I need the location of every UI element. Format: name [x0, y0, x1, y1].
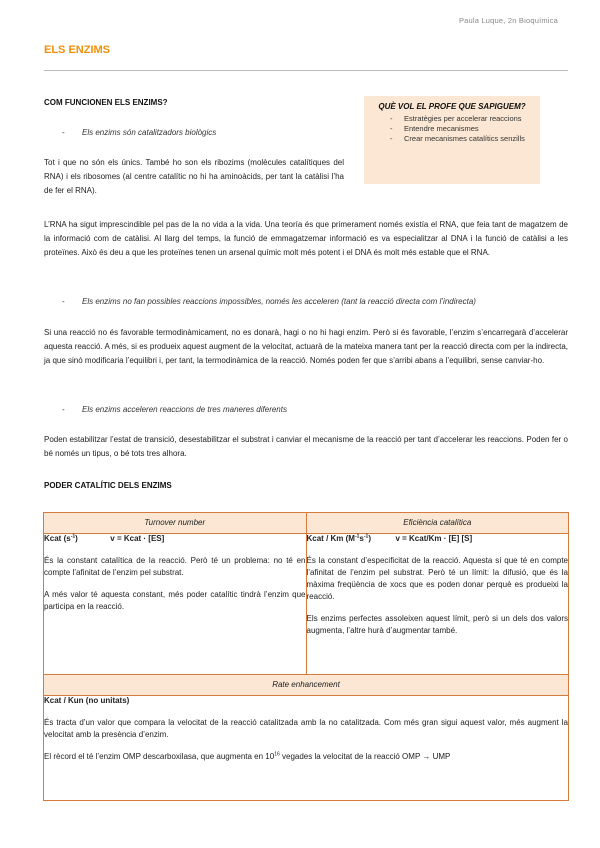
rate-enhancement-description: És tracta d’un valor que compara la velocitat de la reacció catalitzada amb la no catalitzada. Com més gran sigui aquest valor, més augment la velocitat amb la presència d’enzim.: [44, 718, 568, 739]
record-superscript: 16: [274, 751, 280, 758]
table-cell-rate-enhancement: [44, 696, 569, 801]
formula-equation: v = Kcat/Km · [E] [S]: [395, 534, 473, 543]
title-divider: [44, 70, 568, 71]
page-title: ELS ENZIMS: [44, 44, 111, 56]
paragraph-mechanisms: Poden estabilitzar l’estat de transició, desestabilitzar el substrat i canviar el mecanisme de la reacció per tant d’accelerar les reaccions. Poden fer o bé només un tipus, o bé tots tres alhora.: [44, 435, 568, 458]
record-text: vegades la velocitat de la reacció OMP → UMP: [279, 752, 451, 761]
table-cell-efficiency: [306, 534, 569, 675]
formula-superscript: -1: [363, 533, 369, 540]
formula-superscript: -1: [70, 533, 76, 540]
catalytic-power-table: [43, 512, 569, 801]
bullet-three-ways: [62, 405, 287, 414]
bullet-text: Els enzims acceleren reaccions de tres maneres diferents: [82, 405, 287, 414]
section-heading-how: COM FUNCIONEN ELS ENZIMS?: [44, 98, 168, 107]
bullet-text: Els enzims no fan possibles reaccions impossibles, només les acceleren (tant la reacció directa com l’indirecta): [82, 297, 476, 306]
turnover-description: És la constant catalítica de la reacció. Però té un problema: no té en compte l’afinitat de l’enzim pel substrat.: [44, 556, 306, 577]
rate-enhancement-record: [44, 751, 568, 763]
bullet-dash: -: [62, 297, 65, 306]
goals-box-title: QUÈ VOL EL PROFE QUE SAPIGUEM?: [378, 102, 526, 111]
rate-enhancement-formula: Kcat / Kun (no unitats): [44, 696, 130, 705]
bullet-dash: -: [62, 128, 65, 137]
formula-text: ): [75, 534, 78, 543]
professor-goals-box: [364, 96, 540, 184]
efficiency-formula: [307, 534, 569, 543]
table-cell-turnover: [44, 534, 307, 675]
goals-list-item: - Crear mecanismes catalítics senzills: [372, 134, 532, 144]
efficiency-note: Els enzims perfectes assoleixen aquest límit, però si un dels dos valors augmenta, l’altre hurà d’augmentar també.: [306, 614, 568, 635]
turnover-note: A més valor té aquesta constant, més poder catalític tindrà l’enzim que participa en la reacció.: [44, 590, 306, 611]
formula-text: Kcat (s: [44, 534, 71, 543]
table-header-rate-enhancement: Rate enhancement: [44, 675, 569, 696]
section-heading-catalytic-power: PODER CATALÍTIC DELS ENZIMS: [44, 481, 172, 490]
formula-equation: v = Kcat · [ES]: [110, 534, 165, 543]
author-header: Paula Luque, 2n Bioquímica: [458, 16, 558, 25]
paragraph-ribozymes: Tot i que no són els únics. També ho son els ribozims (molècules catalítiques del RNA) i els ribosomes (al centre catalític no hi ha aminoàcids, per tant la catàlisi l’ha de fer el RNA).: [44, 158, 344, 195]
bullet-no-impossible-reactions: [62, 297, 572, 306]
table-header-turnover: Turnover number: [44, 513, 307, 534]
formula-text: Kcat / Km (M: [306, 534, 355, 543]
paragraph-thermodynamics: Si una reacció no és favorable termodinàmicament, no es donarà, hagi o no hi hagi enzim. Però si és favorable, l’enzim s’encarregarà d’accelerar aquesta reacció. A més, si es produeix aquest augment de la velocitat, actuarà de la mateixa manera tant per la reacció directa com per la indirecta, ja que sinó modificaria l’equilibri i, per tant, la termodinàmica de la reacció. Només poden fer que s’arribi abans a l’equilibri, sense canviar-ho.: [44, 328, 568, 365]
formula-text: s: [359, 534, 364, 543]
bullet-catalysts: [62, 128, 216, 137]
bullet-dash: -: [62, 405, 65, 414]
formula-superscript: -1: [354, 533, 360, 540]
goals-list-item: - Estratègies per accelerar reaccions: [372, 114, 532, 124]
efficiency-description: És la constant d’especificitat de la reacció. Aquesta sí que té en compte l’afinitat de l’enzim pel substrat. Però té un límit: la difusió, que és la màxima freqüència de xocs que es poden donar perquè es produeixi la reacció.: [306, 556, 568, 601]
goals-list: [372, 114, 532, 144]
paragraph-rna-world: L’RNA ha sigut imprescindible pel pas de la no vida a la vida. Una teoría és que primerament només existía el RNA, que feia tant de magatzem de la informació com de catàlisi. Al llarg del temps, la funció de emmagatzemar informació es va especialitzar al DNA i la funció de catàlisi a les proteïnes. Això és deu a que les proteïnes tenen un arsenal químic molt més potent i el DNA és molt més estable que el RNA.: [44, 220, 568, 257]
turnover-formula: [44, 534, 306, 543]
goals-list-item: - Entendre mecanismes: [372, 124, 532, 134]
table-header-efficiency: Eficiència catalítica: [306, 513, 569, 534]
bullet-text: Els enzims són catalitzadors biològics: [82, 128, 217, 137]
formula-text: ): [368, 534, 371, 543]
record-text: El rècord el té l’enzim OMP descarboxilasa, que augmenta en 10: [44, 752, 275, 761]
